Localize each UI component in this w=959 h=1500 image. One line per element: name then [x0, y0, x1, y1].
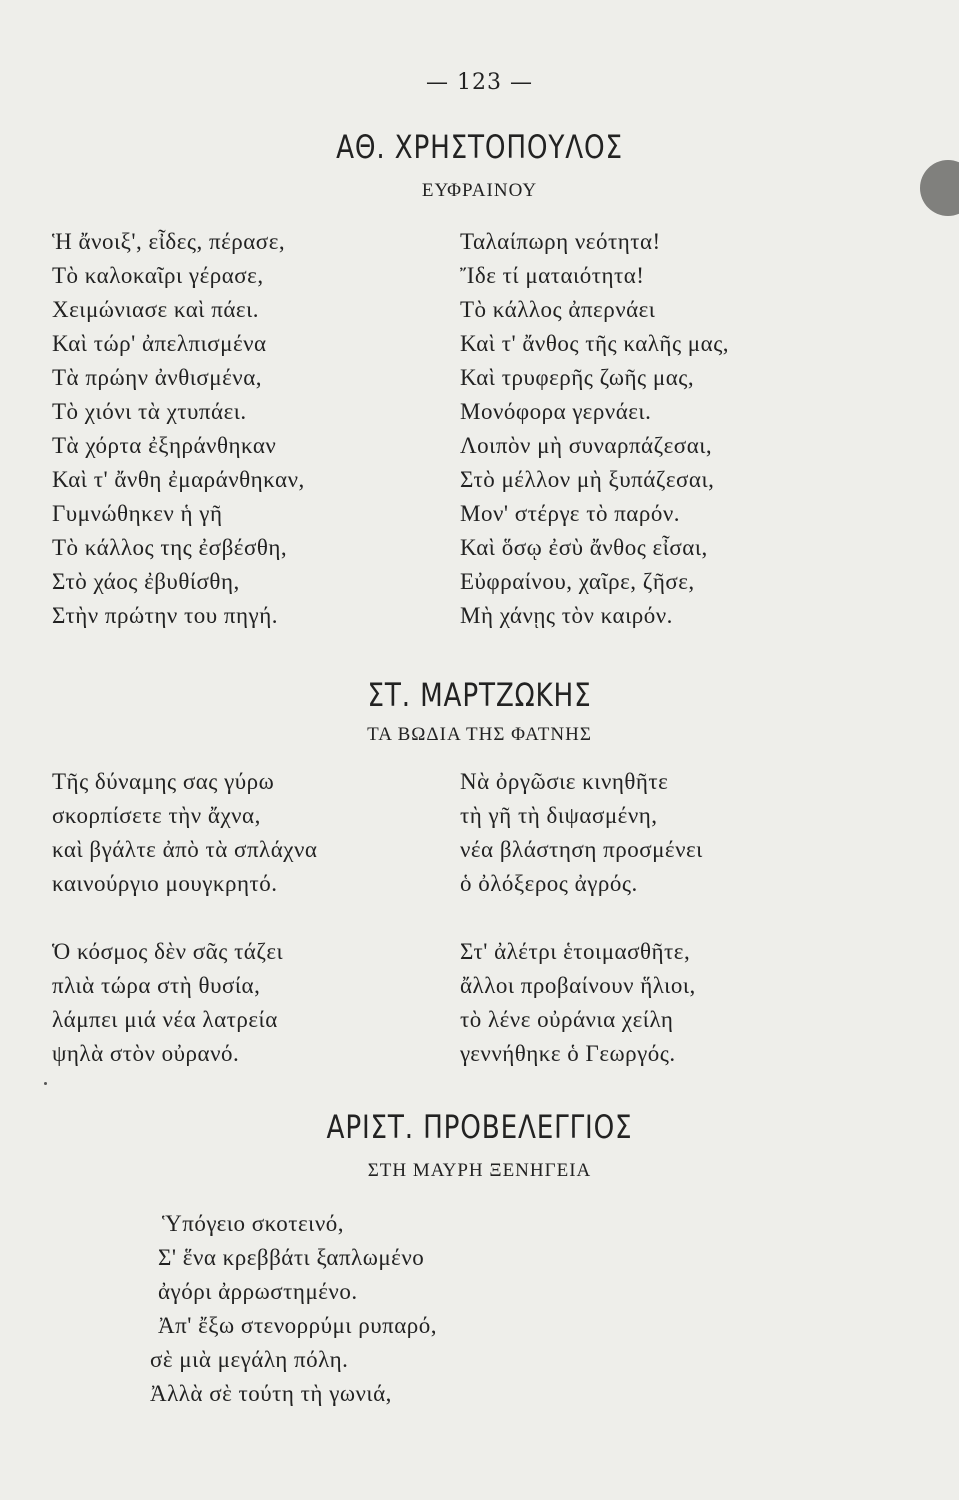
verse-line: Ὁ κόσμος δὲν σᾶς τάζει [52, 939, 284, 964]
verse-line: ψηλὰ στὸν οὐρανό. [52, 1041, 240, 1066]
verse-line: ἄλλοι προβαίνουν ἥλιοι, [460, 973, 696, 998]
verse-line: Τὰ χόρτα ἐξηράνθηκαν [52, 433, 277, 458]
verse-line: καινούργιο μουγκρητό. [52, 871, 278, 896]
verse-line: σὲ μιὰ μεγάλη πόλη. [150, 1347, 349, 1372]
verse-line: Τὸ καλοκαῖρι γέρασε, [52, 263, 264, 288]
verse-line: Στὸ μέλλον μὴ ξυπάζεσαι, [460, 467, 715, 492]
verse-line: Λοιπὸν μὴ συναρπάζεσαι, [460, 433, 713, 458]
page-number: — 123 — [426, 70, 533, 95]
verse-line: Καὶ ὅσῳ ἐσὺ ἄνθος εἶσαι, [460, 535, 708, 560]
verse-line: Χειμώνιασε καὶ πάει. [52, 297, 260, 322]
stanza-break [460, 901, 703, 935]
verse-line: καὶ βγάλτε ἀπὸ τὰ σπλάχνα [52, 837, 318, 862]
verse-line: Τὸ χιόνι τὰ χτυπάει. [52, 399, 247, 424]
verse-line: Μὴ χάνῃς τὸν καιρόν. [460, 603, 673, 628]
verse-line: Ἡ ἄνοιξ', εἶδες, πέρασε, [52, 229, 286, 254]
verse-line: Στὸ χάος ἐβυθίσθη, [52, 569, 240, 594]
verse-line: Μον' στέργε τὸ παρόν. [460, 501, 680, 526]
verse-line: Στὴν πρώτην του πηγή. [52, 603, 279, 628]
poem-2-author: ΣΤ. ΜΑΡΤΖΩΚΗΣ [367, 676, 592, 714]
verse-line: Τὸ κάλλος ἀπερνάει [460, 297, 656, 322]
verse-line: Ἀπ' ἔξω στενορρύμι ρυπαρό, [158, 1313, 437, 1338]
verse-line: Γυμνώθηκεν ἡ γῆ [52, 501, 223, 526]
stanza-break [52, 901, 317, 935]
verse-line: Ἀλλὰ σὲ τούτη τὴ γωνιά, [150, 1381, 392, 1406]
verse-line: ὁ ὀλόξερος ἀγρός. [460, 871, 638, 896]
verse-line: Καὶ τ' ἄνθη ἐμαράνθηκαν, [52, 467, 305, 492]
poem-2-title: ΤΑ ΒΩΔΙΑ ΤΗΣ ΦΑΤΝΗΣ [367, 724, 592, 745]
poem-2-left-column [52, 765, 317, 1071]
verse-line: Τὰ πρώην ἀνθισμένα, [52, 365, 262, 390]
poem-3-text [150, 1207, 437, 1411]
verse-line: Καὶ τ' ἄνθος τῆς καλῆς μας, [460, 331, 730, 356]
verse-line: Καὶ τώρ' ἀπελπισμένα [52, 331, 267, 356]
poem-1-right-column [460, 225, 729, 633]
poem-1-author: ΑΘ. ΧΡΗΣΤΟΠΟΥΛΟΣ [336, 128, 623, 166]
poem-1-title: ΕΥΦΡΑΙΝΟΥ [421, 180, 538, 201]
verse-line: πλιὰ τώρα στὴ θυσία, [52, 973, 261, 998]
verse-line: Ὑπόγειο σκοτεινό, [162, 1211, 344, 1236]
verse-line: τὸ λένε οὐράνια χείλη [460, 1007, 674, 1032]
verse-line: γεννήθηκε ὁ Γεωργός. [460, 1041, 676, 1066]
verse-line: Τὸ κάλλος της ἐσβέσθη, [52, 535, 288, 560]
poem-3-author: ΑΡΙΣΤ. ΠΡΟΒΕΛΕΓΓΙΟΣ [326, 1108, 633, 1146]
verse-line: νέα βλάστηση προσμένει [460, 837, 703, 862]
verse-line: Μονόφορα γερνάει. [460, 399, 652, 424]
poem-1-left-column [52, 225, 305, 633]
verse-line: Καὶ τρυφερῆς ζωῆς μας, [460, 365, 695, 390]
verse-line: Στ' ἀλέτρι ἑτοιμασθῆτε, [460, 939, 691, 964]
verse-line: Εὐφραίνου, χαῖρε, ζῆσε, [460, 569, 695, 594]
verse-line: λάμπει μιά νέα λατρεία [52, 1007, 278, 1032]
verse-line: Νὰ ὀργῶσιε κινηθῆτε [460, 769, 669, 794]
ink-speck [44, 1082, 47, 1085]
verse-line: Ταλαίπωρη νεότητα! [460, 229, 661, 254]
verse-line: Ἴδε τί ματαιότητα! [460, 263, 645, 288]
verse-line: ἀγόρι ἀρρωστημένο. [158, 1279, 358, 1304]
verse-line: σκορπίσετε τὴν ἄχνα, [52, 803, 261, 828]
verse-line: Τῆς δύναμης σας γύρω [52, 769, 275, 794]
poem-2-right-column [460, 765, 703, 1071]
verse-line: τὴ γῆ τὴ διψασμένη, [460, 803, 658, 828]
poem-3-title: ΣΤΗ ΜΑΥΡΗ ΞΕΝΗΓΕΙΑ [367, 1160, 592, 1181]
verse-line: Σ' ἕνα κρεββάτι ξαπλωμένο [158, 1245, 425, 1270]
